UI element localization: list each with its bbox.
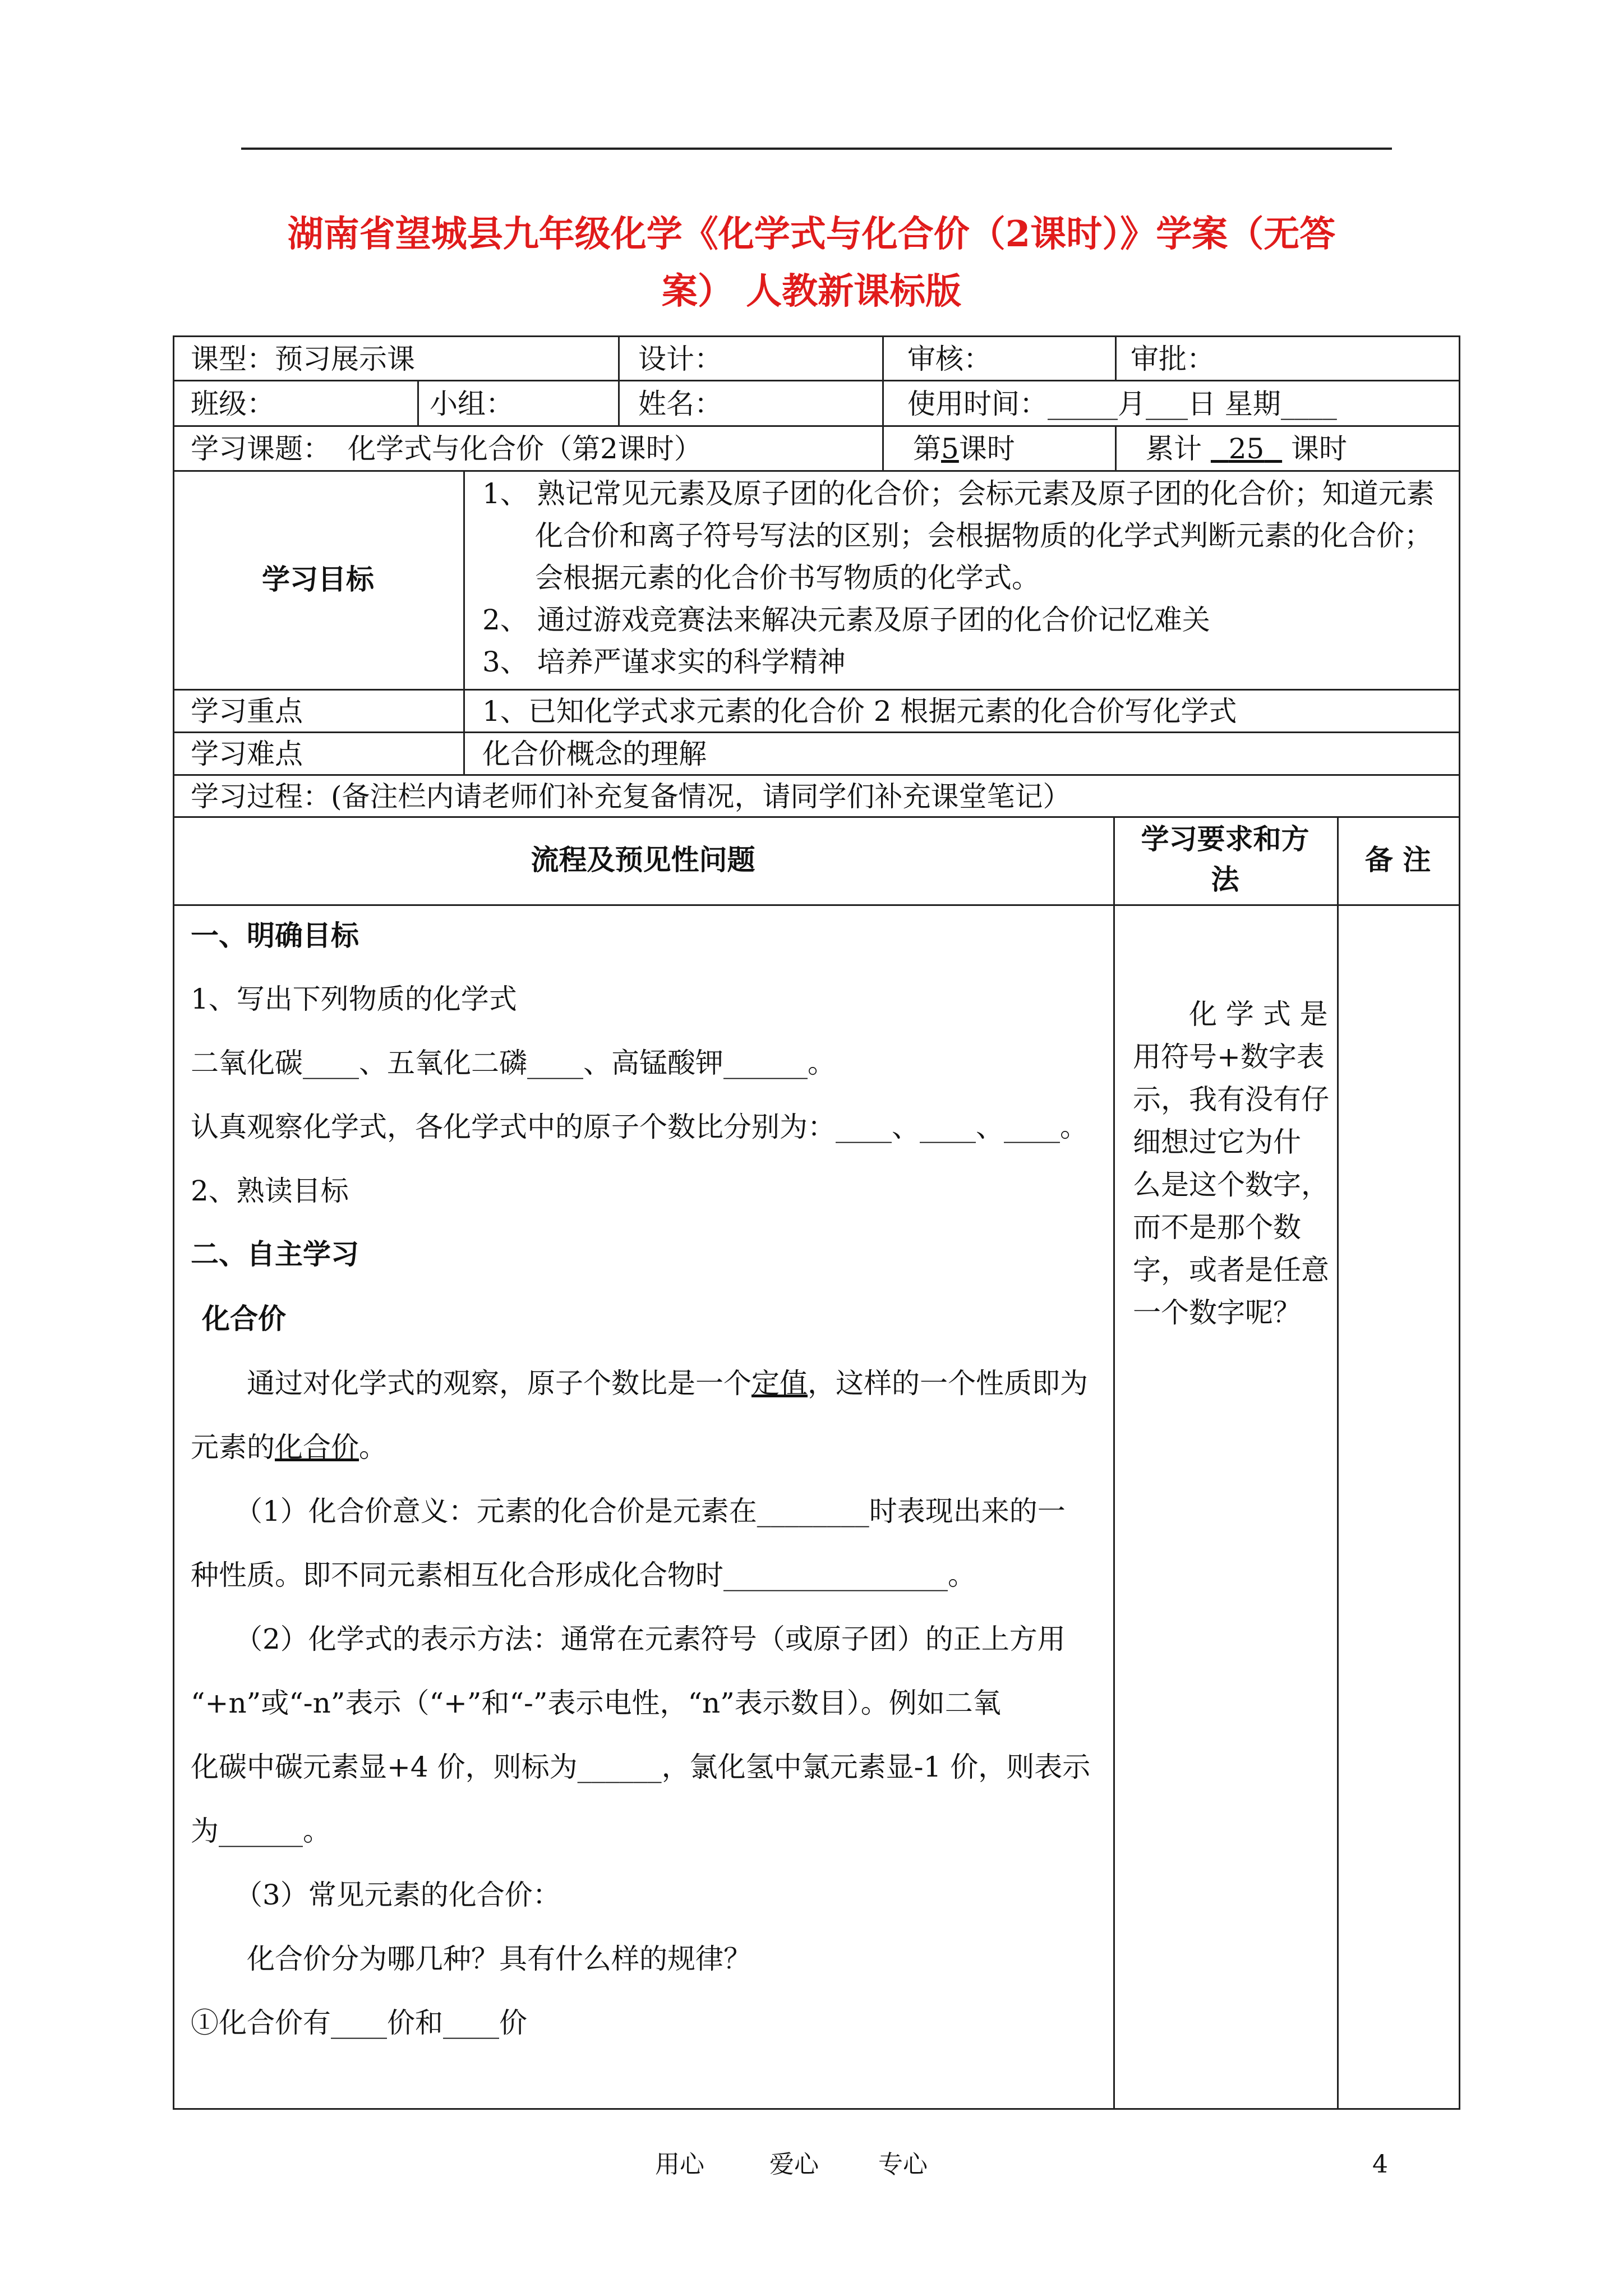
paragraph-6: ①化合价有____价和____价 bbox=[191, 2007, 527, 2039]
topic-value: 化学式与化合价（第2课时） bbox=[348, 432, 702, 465]
section-heading-1: 一、明确目标 bbox=[191, 919, 359, 952]
table-rule bbox=[173, 904, 1460, 906]
table-rule bbox=[173, 816, 1460, 818]
table-rule bbox=[1337, 816, 1339, 2108]
method-column-header-line1: 学习要求和方 bbox=[1141, 822, 1310, 855]
remark-column-header: 备 注 bbox=[1364, 843, 1431, 876]
objective-1-line1: 1、 熟记常见元素及原子团的化合价；会标元素及原子团的化合价；知道元素 bbox=[482, 477, 1435, 510]
table-rule bbox=[1115, 425, 1117, 470]
paragraph-3-line1: （2）化学式的表示方法：通常在元素符号（或原子团）的正上方用 bbox=[234, 1623, 1066, 1655]
table-rule bbox=[417, 380, 419, 425]
method-side-note: 化 学 式 是 用符号+数字表 示，我有没有仔 细想过它为什 么是这个数字， 而不是那个数 字，或者是任意 一个数字呢？ bbox=[1133, 998, 1329, 1329]
footer-word-3: 专心 bbox=[878, 2150, 928, 2179]
key-point-label: 学习重点 bbox=[191, 695, 303, 728]
designer-label: 设计： bbox=[638, 343, 722, 375]
approver-label: 审批： bbox=[1131, 343, 1215, 375]
paragraph-4: （3）常见元素的化合价： bbox=[234, 1879, 561, 1911]
objective-3: 3、 培养严谨求实的科学精神 bbox=[482, 646, 846, 678]
difficulty-label: 学习难点 bbox=[191, 738, 303, 770]
paragraph-2-line2: 种性质。即不同元素相互化合形成化合物时________________。 bbox=[191, 1559, 976, 1591]
section-heading-2: 二、自主学习 bbox=[191, 1237, 359, 1271]
group-label: 小组： bbox=[430, 388, 514, 420]
header-rule bbox=[241, 148, 1392, 150]
paragraph-3-line3: 化碳中碳元素显+4 价，则标为______，氯化氢中氯元素显-1 价，则表示 bbox=[191, 1751, 1091, 1783]
lesson-number: 第5课时 bbox=[913, 432, 1015, 465]
document-title-line1: 湖南省望城县九年级化学《化学式与化合价（2课时）》学案（无答 bbox=[287, 213, 1336, 255]
table-rule bbox=[173, 335, 1460, 337]
paragraph-5: 化合价分为哪几种？具有什么样的规律？ bbox=[247, 1943, 751, 1975]
difficulty-text: 化合价概念的理解 bbox=[482, 738, 707, 770]
subheading-valence: 化合价 bbox=[202, 1302, 286, 1335]
table-rule bbox=[1459, 335, 1460, 2110]
table-rule bbox=[882, 335, 884, 425]
table-rule bbox=[173, 425, 1460, 427]
table-rule bbox=[882, 425, 884, 470]
course-type: 课型：预习展示课 bbox=[191, 343, 415, 375]
question-1-observation: 认真观察化学式，各化学式中的原子个数比分别为：____、____、____。 bbox=[191, 1111, 1088, 1143]
table-rule bbox=[173, 689, 1460, 691]
table-rule bbox=[173, 470, 1460, 472]
total-lessons: 累计 25 课时 bbox=[1146, 432, 1348, 465]
footer-word-1: 用心 bbox=[655, 2150, 704, 2179]
objective-2: 2、 通过游戏竞赛法来解决元素及原子团的化合价记忆难关 bbox=[482, 604, 1210, 636]
lesson-plan-table bbox=[173, 335, 1460, 2110]
paragraph-3-line2: “+n”或“-n”表示（“+”和“-”表示电性，“n”表示数目）。例如二氧 bbox=[191, 1687, 1001, 1719]
key-point-text: 1、已知化学式求元素的化合价 2 根据元素的化合价写化学式 bbox=[482, 695, 1237, 728]
flow-column-header: 流程及预见性问题 bbox=[531, 843, 755, 876]
table-rule bbox=[463, 470, 465, 774]
page-number: 4 bbox=[1372, 2150, 1388, 2179]
document-title-line2: 案） 人教新课标版 bbox=[661, 270, 962, 312]
table-rule bbox=[173, 2108, 1460, 2110]
paragraph-3-line4: 为______。 bbox=[191, 1815, 331, 1847]
objective-1-line2: 化合价和离子符号写法的区别；会根据物质的化学式判断元素的化合价； bbox=[535, 519, 1432, 552]
table-rule bbox=[618, 335, 620, 425]
name-label: 姓名： bbox=[638, 388, 722, 420]
objective-1-line3: 会根据元素的化合价书写物质的化学式。 bbox=[535, 562, 1040, 594]
usage-time: 使用时间：_____月___日 星期____ bbox=[907, 388, 1337, 420]
reviewer-label: 审核： bbox=[907, 343, 992, 375]
process-note: 学习过程：(备注栏内请老师们补充复备情况，请同学们补充课堂笔记） bbox=[191, 780, 1071, 813]
paragraph-2-line1: （1）化合价意义：元素的化合价是元素在________时表现出来的一 bbox=[234, 1495, 1066, 1527]
table-rule bbox=[173, 731, 1460, 733]
paragraph-1-line2: 元素的化合价。 bbox=[191, 1431, 387, 1464]
question-2: 2、熟读目标 bbox=[191, 1175, 349, 1207]
method-column-header-line2: 法 bbox=[1211, 863, 1239, 896]
table-rule bbox=[1113, 816, 1115, 2108]
footer-word-2: 爱心 bbox=[769, 2150, 819, 2179]
table-rule bbox=[173, 380, 1460, 381]
class-label: 班级： bbox=[191, 388, 275, 420]
table-rule bbox=[1115, 335, 1117, 380]
topic-label: 学习课题： bbox=[191, 432, 331, 465]
paragraph-1-line1: 通过对化学式的观察，原子个数比是一个定值，这样的一个性质即为 bbox=[247, 1367, 1088, 1400]
table-rule bbox=[173, 335, 174, 2110]
question-1-blanks: 二氧化碳____、五氧化二磷____、高锰酸钾______。 bbox=[191, 1047, 836, 1079]
question-1: 1、写出下列物质的化学式 bbox=[191, 983, 517, 1015]
objectives-label: 学习目标 bbox=[262, 563, 374, 596]
table-rule bbox=[173, 774, 1460, 776]
